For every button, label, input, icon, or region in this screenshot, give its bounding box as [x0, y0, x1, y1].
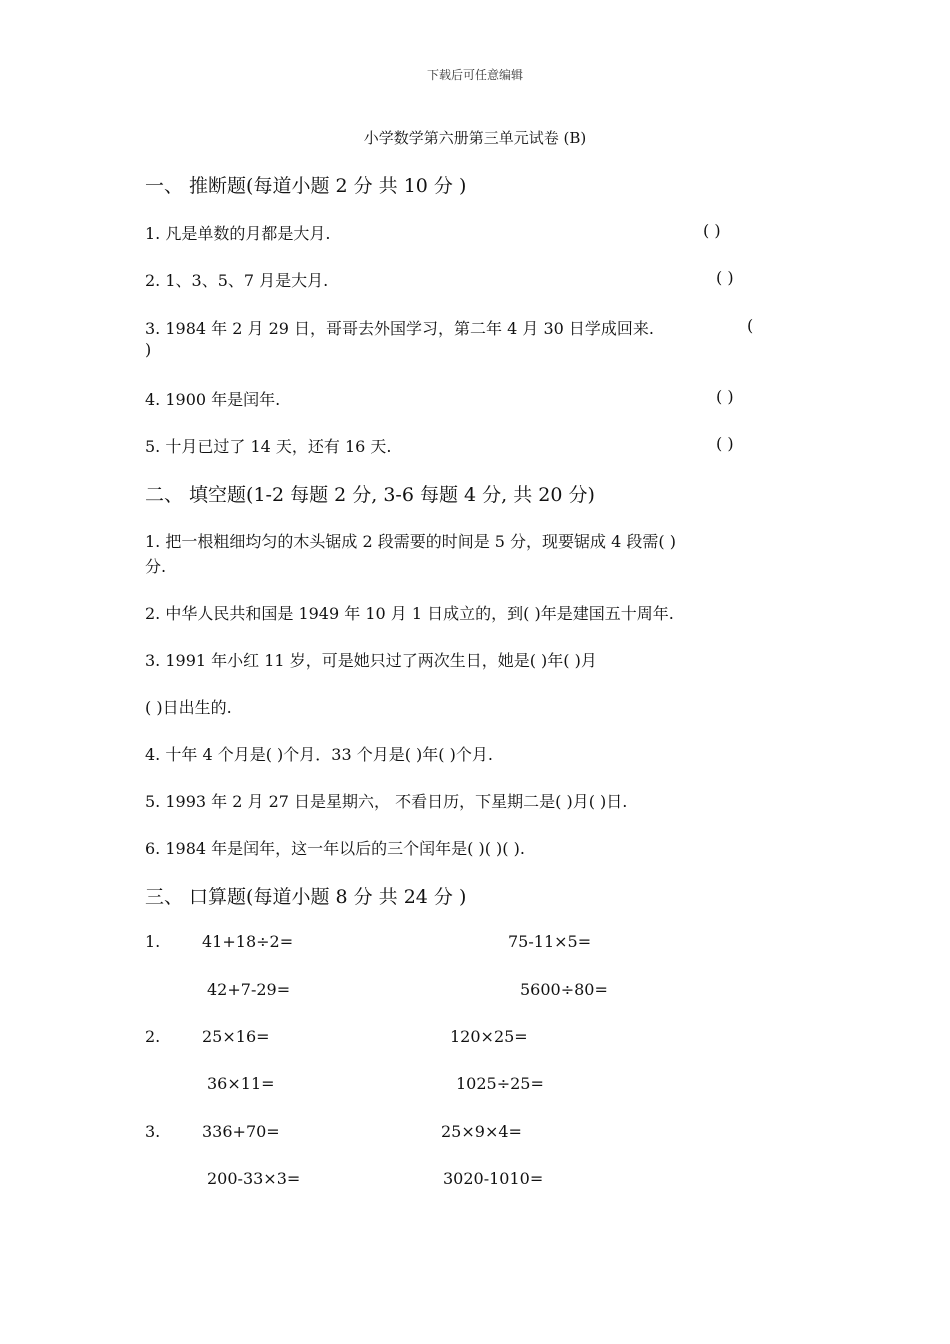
section-heading-mental-math: 三、 口算题(每道小题 8 分 共 24 分 ) [145, 886, 467, 908]
question-text: 4. 十年 4 个月是( )个月．33 个月是( )年( )个月. [145, 745, 493, 764]
calc-expression: 3020-1010= [443, 1169, 544, 1188]
question-text: 6. 1984 年是闰年，这一年以后的三个闰年是( )( )( ). [145, 839, 525, 858]
calc-expression: 120×25= [450, 1027, 528, 1046]
section-heading-judgement: 一、 推断题(每道小题 2 分 共 10 分 ) [145, 175, 467, 197]
question-text: 5. 1993 年 2 月 27 日是星期六， 不看日历，下星期二是( )月( )日. [145, 792, 628, 811]
calc-expression: 1025÷25= [456, 1074, 544, 1093]
calc-expression: 75-11×5= [508, 932, 592, 951]
question-text: 2. 中华人民共和国是 1949 年 10 月 1 日成立的，到( )年是建国五十周年. [145, 604, 674, 623]
calc-expression: 36×11= [207, 1074, 275, 1093]
question-text: 1. 凡是单数的月都是大月. [145, 224, 331, 243]
question-text: 4. 1900 年是闰年. [145, 390, 281, 409]
watermark-text: 下载后可任意编辑 [426, 68, 523, 82]
calc-expression: 200-33×3= [207, 1169, 301, 1188]
answer-parens: ( [747, 316, 754, 335]
answer-parens-continued: ) [145, 340, 152, 359]
question-text: 3. 1984 年 2 月 29 日，哥哥去外国学习，第二年 4 月 30 日学成回来. [145, 319, 655, 338]
answer-parens: ( ) [703, 221, 721, 240]
question-text: 3. 1991 年小红 11 岁，可是她只过了两次生日，她是( )年( )月 [145, 651, 597, 670]
answer-parens: ( ) [716, 434, 734, 453]
page-title: 小学数学第六册第三单元试卷 (B) [363, 129, 587, 147]
question-text: 2. 1、3、5、7 月是大月. [145, 271, 329, 290]
question-text-continued: ( )日出生的. [145, 698, 232, 717]
calc-expression: 5600÷80= [520, 980, 608, 999]
calc-expression: 25×9×4= [441, 1122, 522, 1141]
group-number: 3. [145, 1122, 161, 1141]
answer-parens: ( ) [716, 268, 734, 287]
calc-expression: 336+70= [202, 1122, 280, 1141]
group-number: 1. [145, 932, 161, 951]
calc-expression: 25×16= [202, 1027, 270, 1046]
answer-parens: ( ) [716, 387, 734, 406]
calc-expression: 41+18÷2= [202, 932, 294, 951]
group-number: 2. [145, 1027, 161, 1046]
question-text: 1. 把一根粗细均匀的木头锯成 2 段需要的时间是 5 分，现要锯成 4 段需( ) [145, 532, 676, 551]
question-text-continued: 分. [145, 557, 167, 576]
section-heading-fill-blank: 二、 填空题(1-2 每题 2 分, 3-6 每题 4 分, 共 20 分) [145, 484, 595, 506]
question-text: 5. 十月已过了 14 天，还有 16 天. [145, 437, 392, 456]
calc-expression: 42+7-29= [207, 980, 291, 999]
